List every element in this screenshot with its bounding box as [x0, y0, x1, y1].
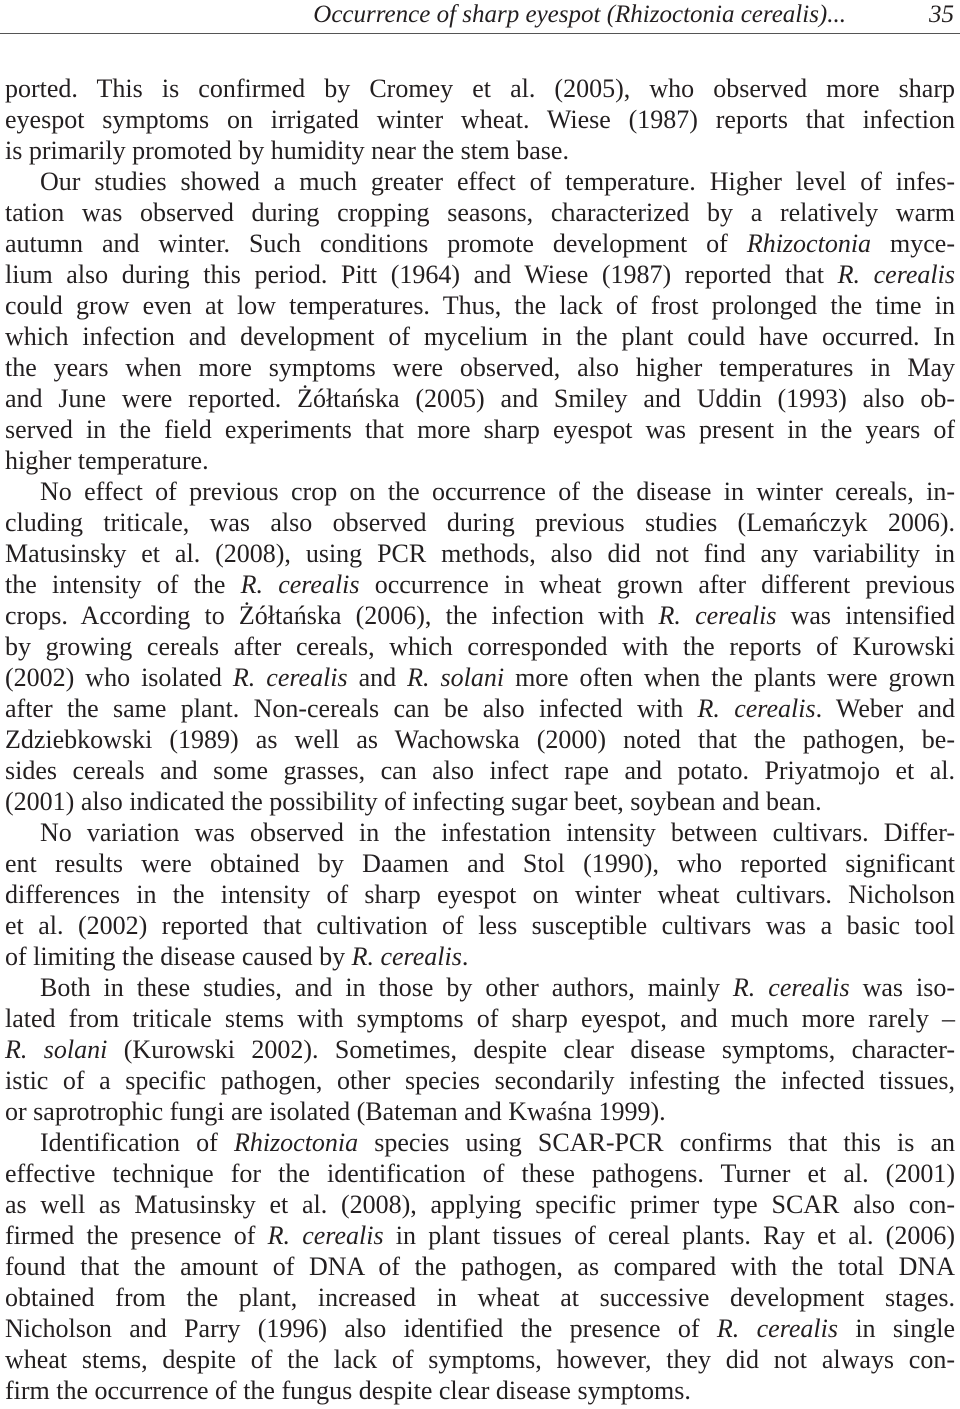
italic-text: Rhizoctonia	[233, 1128, 359, 1157]
running-header	[0, 0, 960, 32]
text-line	[5, 662, 955, 693]
text-run: and June were reported. Żółtańska (2005) and Smiley and Uddin (1993) also ob-	[5, 384, 955, 413]
text-run: by growing cereals after cereals, which corresponded with the reports of Kurowski	[5, 632, 955, 661]
italic-text: R. cerealis	[351, 942, 462, 971]
text-line	[5, 693, 955, 724]
text-line	[5, 848, 955, 879]
italic-text: R. cerealis	[716, 1314, 838, 1343]
text-run: after the same plant. Non-cereals can be also infected with	[5, 694, 698, 723]
text-run: in plant tissues of cereal plants. Ray et al. (2006)	[383, 1221, 955, 1250]
text-run: species using SCAR-PCR confirms that this is an	[358, 1128, 956, 1157]
text-run: is primarily promoted by humidity near the stem base.	[5, 136, 569, 165]
text-line	[5, 910, 955, 941]
text-line	[5, 972, 955, 1003]
text-run: cluding triticale, was also observed during previous studies (Lemańczyk 2006).	[5, 508, 955, 537]
page-number: 35	[929, 1, 954, 28]
text-run: . Weber and	[815, 694, 955, 723]
text-line	[5, 1034, 955, 1065]
text-line	[5, 1127, 955, 1158]
text-line	[5, 786, 955, 817]
text-run: ent results were obtained by Daamen and Stol (1990), who reported significant	[5, 849, 955, 878]
text-run: No variation was observed in the infestation intensity between cultivars. Differ-	[40, 818, 955, 847]
text-run: found that the amount of DNA of the pathogen, as compared with the total DNA	[5, 1252, 955, 1281]
text-run: was iso-	[849, 973, 955, 1002]
text-line	[5, 1003, 955, 1034]
text-line	[5, 414, 955, 445]
text-line	[5, 1220, 955, 1251]
text-line	[5, 445, 955, 476]
text-line	[5, 476, 955, 507]
text-run: No effect of previous crop on the occurrence of the disease in winter cereals, in-	[40, 477, 955, 506]
text-run: tation was observed during cropping seasons, characterized by a relatively warm	[5, 198, 955, 227]
text-line	[5, 1096, 955, 1127]
italic-text: R. cerealis	[267, 1221, 384, 1250]
text-run: of limiting the disease caused by	[5, 942, 352, 971]
text-run: effective technique for the identification of these pathogens. Turner et al. (2001)	[5, 1159, 955, 1188]
text-line	[5, 135, 955, 166]
text-line	[5, 104, 955, 135]
text-line	[5, 166, 955, 197]
italic-text: Rhizoctonia	[746, 229, 872, 258]
text-run: istic of a specific pathogen, other species secondarily infesting the infected tissues,	[5, 1066, 955, 1095]
paragraph	[5, 972, 955, 1127]
text-line	[5, 817, 955, 848]
text-line	[5, 1375, 955, 1406]
text-line	[5, 259, 955, 290]
italic-text: R. cerealis	[658, 601, 777, 630]
text-run: Zdziebkowski (1989) as well as Wachowska (2000) noted that the pathogen, be-	[5, 725, 955, 754]
text-run: autumn and winter. Such conditions promote development of	[5, 229, 747, 258]
text-run: the years when more symptoms were observed, also higher temperatures in May	[5, 353, 955, 382]
italic-text: R. cerealis	[837, 260, 955, 289]
text-run: ported. This is confirmed by Cromey et al. (2005), who observed more sharp	[5, 74, 955, 103]
header-rule	[0, 33, 960, 34]
text-run: higher temperature.	[5, 446, 209, 475]
text-run: Nicholson and Parry (1996) also identified the presence of	[5, 1314, 717, 1343]
text-run: (Kurowski 2002). Sometimes, despite clear disease symptoms, character-	[107, 1035, 956, 1064]
text-run: served in the field experiments that more sharp eyespot was present in the years of	[5, 415, 955, 444]
text-run: firmed the presence of	[5, 1221, 268, 1250]
text-run: eyespot symptoms on irrigated winter wheat. Wiese (1987) reports that infection	[5, 105, 955, 134]
text-line	[5, 1251, 955, 1282]
text-run: lium also during this period. Pitt (1964) and Wiese (1987) reported that	[5, 260, 838, 289]
text-line	[5, 73, 955, 104]
text-line	[5, 1344, 955, 1375]
text-run: as well as Matusinsky et al. (2008), applying specific primer type SCAR also con-	[5, 1190, 955, 1219]
text-line	[5, 321, 955, 352]
paragraph	[5, 73, 955, 166]
paragraph	[5, 166, 955, 476]
text-run: or saprotrophic fungi are isolated (Bateman and Kwaśna 1999).	[5, 1097, 666, 1126]
text-line	[5, 538, 955, 569]
text-line	[5, 1158, 955, 1189]
paragraph	[5, 1127, 955, 1406]
text-line	[5, 1313, 955, 1344]
text-run: Identification of	[40, 1128, 234, 1157]
text-line	[5, 1189, 955, 1220]
text-line	[5, 600, 955, 631]
body-text	[5, 73, 955, 1406]
text-line	[5, 383, 955, 414]
text-run: wheat stems, despite of the lack of symptoms, however, they did not always con-	[5, 1345, 955, 1374]
text-line	[5, 197, 955, 228]
text-run: Our studies showed a much greater effect of temperature. Higher level of infes-	[40, 167, 955, 196]
text-line	[5, 507, 955, 538]
text-line	[5, 724, 955, 755]
text-line	[5, 879, 955, 910]
text-run: differences in the intensity of sharp eyespot on winter wheat cultivars. Nicholson	[5, 880, 955, 909]
text-run: which infection and development of mycelium in the plant could have occurred. In	[5, 322, 955, 351]
text-run: could grow even at low temperatures. Thus, the lack of frost prolonged the time in	[5, 291, 955, 320]
text-run: and	[347, 663, 408, 692]
text-run: lated from triticale stems with symptoms of sharp eyespot, and much more rarely –	[5, 1004, 955, 1033]
text-run: Both in these studies, and in those by other authors, mainly	[40, 973, 733, 1002]
text-line	[5, 290, 955, 321]
text-run: (2001) also indicated the possibility of infecting sugar beet, soybean and bean.	[5, 787, 822, 816]
text-run: in single	[837, 1314, 955, 1343]
text-line	[5, 755, 955, 786]
italic-text: R. cerealis	[732, 973, 850, 1002]
italic-text: R. cerealis	[240, 570, 360, 599]
text-line	[5, 631, 955, 662]
text-run: more often when the plants were grown	[504, 663, 955, 692]
text-run: et al. (2002) reported that cultivation of less susceptible cultivars was a basic tool	[5, 911, 955, 940]
italic-text: R. cerealis	[697, 694, 816, 723]
text-line	[5, 352, 955, 383]
running-title: Occurrence of sharp eyespot (Rhizoctonia cerealis)...	[313, 1, 846, 28]
italic-text: R. solani	[407, 663, 505, 692]
text-run: crops. According to Żółtańska (2006), the infection with	[5, 601, 659, 630]
text-run: obtained from the plant, increased in wheat at successive development stages.	[5, 1283, 955, 1312]
text-line	[5, 569, 955, 600]
text-run: myce-	[871, 229, 955, 258]
text-run: sides cereals and some grasses, can also infect rape and potato. Priyatmojo et al.	[5, 756, 955, 785]
text-run: was intensified	[776, 601, 955, 630]
text-line	[5, 941, 955, 972]
text-run: (2002) who isolated	[5, 663, 233, 692]
text-line	[5, 1282, 955, 1313]
text-run: occurrence in wheat grown after different previous	[359, 570, 955, 599]
text-run: the intensity of the	[5, 570, 241, 599]
text-run: .	[461, 942, 469, 971]
italic-text: R. cerealis	[232, 663, 348, 692]
paragraph	[5, 476, 955, 817]
paragraph	[5, 817, 955, 972]
italic-text: R. solani	[5, 1035, 108, 1064]
text-run: firm the occurrence of the fungus despite clear disease symptoms.	[5, 1376, 691, 1405]
text-run: Matusinsky et al. (2008), using PCR methods, also did not find any variability in	[5, 539, 955, 568]
text-line	[5, 228, 955, 259]
text-line	[5, 1065, 955, 1096]
